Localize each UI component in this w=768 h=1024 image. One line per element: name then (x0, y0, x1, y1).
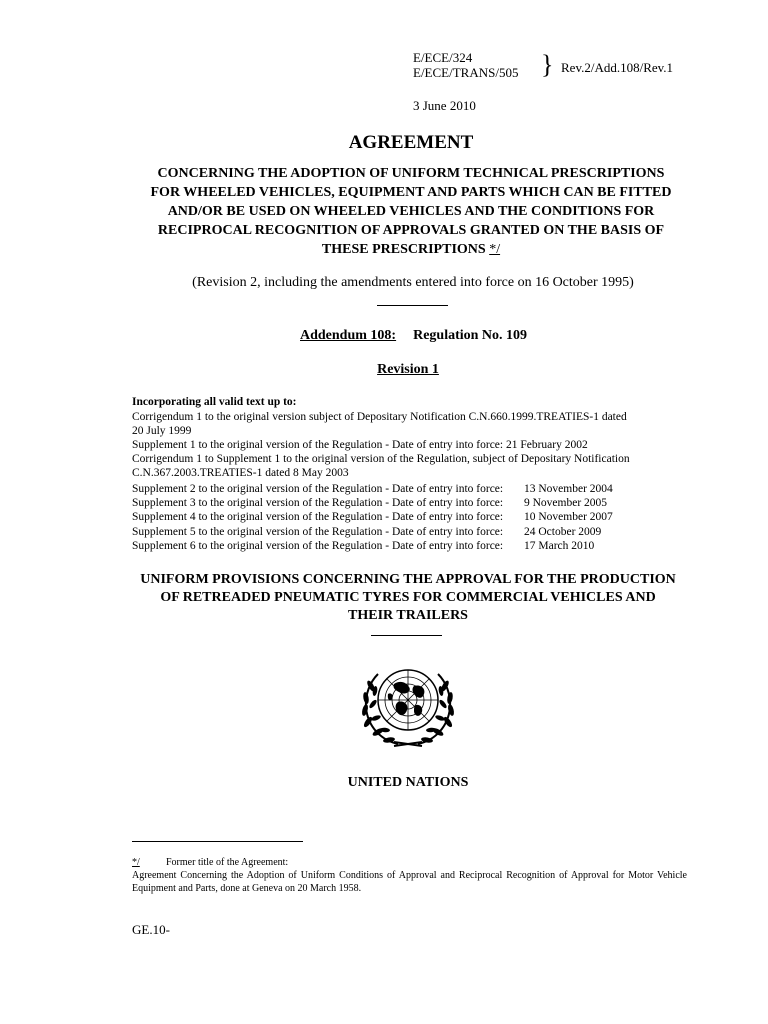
incorporating-heading: Incorporating all valid text up to: (132, 396, 297, 408)
supplement-text: Supplement 2 to the original version of the Regulation - Date of entry into force: (132, 483, 504, 495)
addendum-line (300, 328, 527, 344)
supplement-date: 24 October 2009 (524, 525, 602, 538)
provisions-line: UNIFORM PROVISIONS CONCERNING THE APPROVAL FOR THE PRODUCTION (140, 572, 676, 587)
subtitle-line: CONCERNING THE ADOPTION OF UNIFORM TECHNICAL PRESCRIPTIONS (157, 166, 665, 181)
supplement-row (132, 539, 613, 553)
revision-title: Revision 1 (377, 362, 439, 377)
subtitle-line-last (0, 240, 768, 259)
amendment-history (132, 410, 692, 480)
supplement-row (132, 510, 613, 524)
supplement-row (132, 525, 613, 539)
organization-name: UNITED NATIONS (347, 775, 469, 790)
subtitle-line: AND/OR BE USED ON WHEELED VEHICLES AND THE CONDITIONS FOR (167, 204, 655, 219)
document-date: 3 June 2010 (413, 98, 476, 113)
document-symbols (413, 50, 518, 80)
revision-note: (Revision 2, including the amendments entered into force on 16 October 1995) (192, 275, 634, 290)
subtitle-line: THESE PRESCRIPTIONS (321, 242, 490, 257)
supplement-date: 10 November 2007 (524, 511, 613, 524)
document-symbol-2: E/ECE/TRANS/505 (413, 65, 519, 80)
history-line: Supplement 1 to the original version of the Regulation - Date of entry into force: 21 February 2002 (132, 439, 588, 451)
supplement-row (132, 496, 613, 510)
footnote-rule (132, 841, 303, 842)
supplement-text: Supplement 6 to the original version of the Regulation - Date of entry into force: (132, 539, 504, 552)
subtitle-line: RECIPROCAL RECOGNITION OF APPROVALS GRANTED ON THE BASIS OF (157, 223, 665, 238)
provisions-line: OF RETREADED PNEUMATIC TYRES FOR COMMERCIAL VEHICLES AND (160, 590, 656, 605)
footnote-reference[interactable]: */ (489, 242, 501, 257)
supplement-text: Supplement 5 to the original version of the Regulation - Date of entry into force: (132, 525, 504, 538)
history-line: Corrigendum 1 to Supplement 1 to the original version of the Regulation, subject of Depositary Notification (132, 453, 630, 465)
document-title: AGREEMENT (348, 132, 474, 153)
addendum-label: Addendum 108: (300, 328, 397, 343)
footnote-mark: */ (132, 857, 140, 868)
document-symbol-1: E/ECE/324 (413, 50, 473, 65)
supplement-list (132, 482, 613, 553)
history-line: Corrigendum 1 to the original version subject of Depositary Notification C.N.660.1999.TREATIES-1 dated (132, 411, 627, 423)
supplement-date: 17 March 2010 (524, 539, 595, 552)
supplement-date: 13 November 2004 (524, 483, 613, 495)
uniform-provisions-title (0, 571, 768, 625)
regulation-number: Regulation No. 109 (413, 328, 528, 343)
separator-rule (371, 635, 442, 636)
footnote-text: Agreement Concerning the Adoption of Uniform Conditions of Approval and Reciprocal Recognition of Approval for Motor Vehicle Equipment and Parts, done at Geneva on 20 March 1958. (132, 870, 687, 894)
agreement-subtitle (0, 164, 768, 259)
revision-reference: Rev.2/Add.108/Rev.1 (561, 60, 674, 75)
provisions-line: THEIR TRAILERS (348, 608, 468, 623)
un-emblem-icon (354, 660, 462, 752)
history-line: 20 July 1999 (132, 425, 192, 437)
job-number: GE.10- (132, 922, 170, 937)
footnote-lead: Former title of the Agreement: (166, 857, 289, 868)
subtitle-line: FOR WHEELED VEHICLES, EQUIPMENT AND PARTS WHICH CAN BE FITTED (150, 185, 672, 200)
history-line: C.N.367.2003.TREATIES-1 dated 8 May 2003 (132, 467, 349, 479)
separator-rule (377, 305, 448, 306)
supplement-text: Supplement 3 to the original version of the Regulation - Date of entry into force: (132, 497, 504, 510)
supplement-text: Supplement 4 to the original version of the Regulation - Date of entry into force: (132, 511, 504, 524)
supplement-date: 9 November 2005 (524, 497, 608, 510)
supplement-row (132, 482, 613, 496)
symbol-brace: } (541, 50, 554, 79)
